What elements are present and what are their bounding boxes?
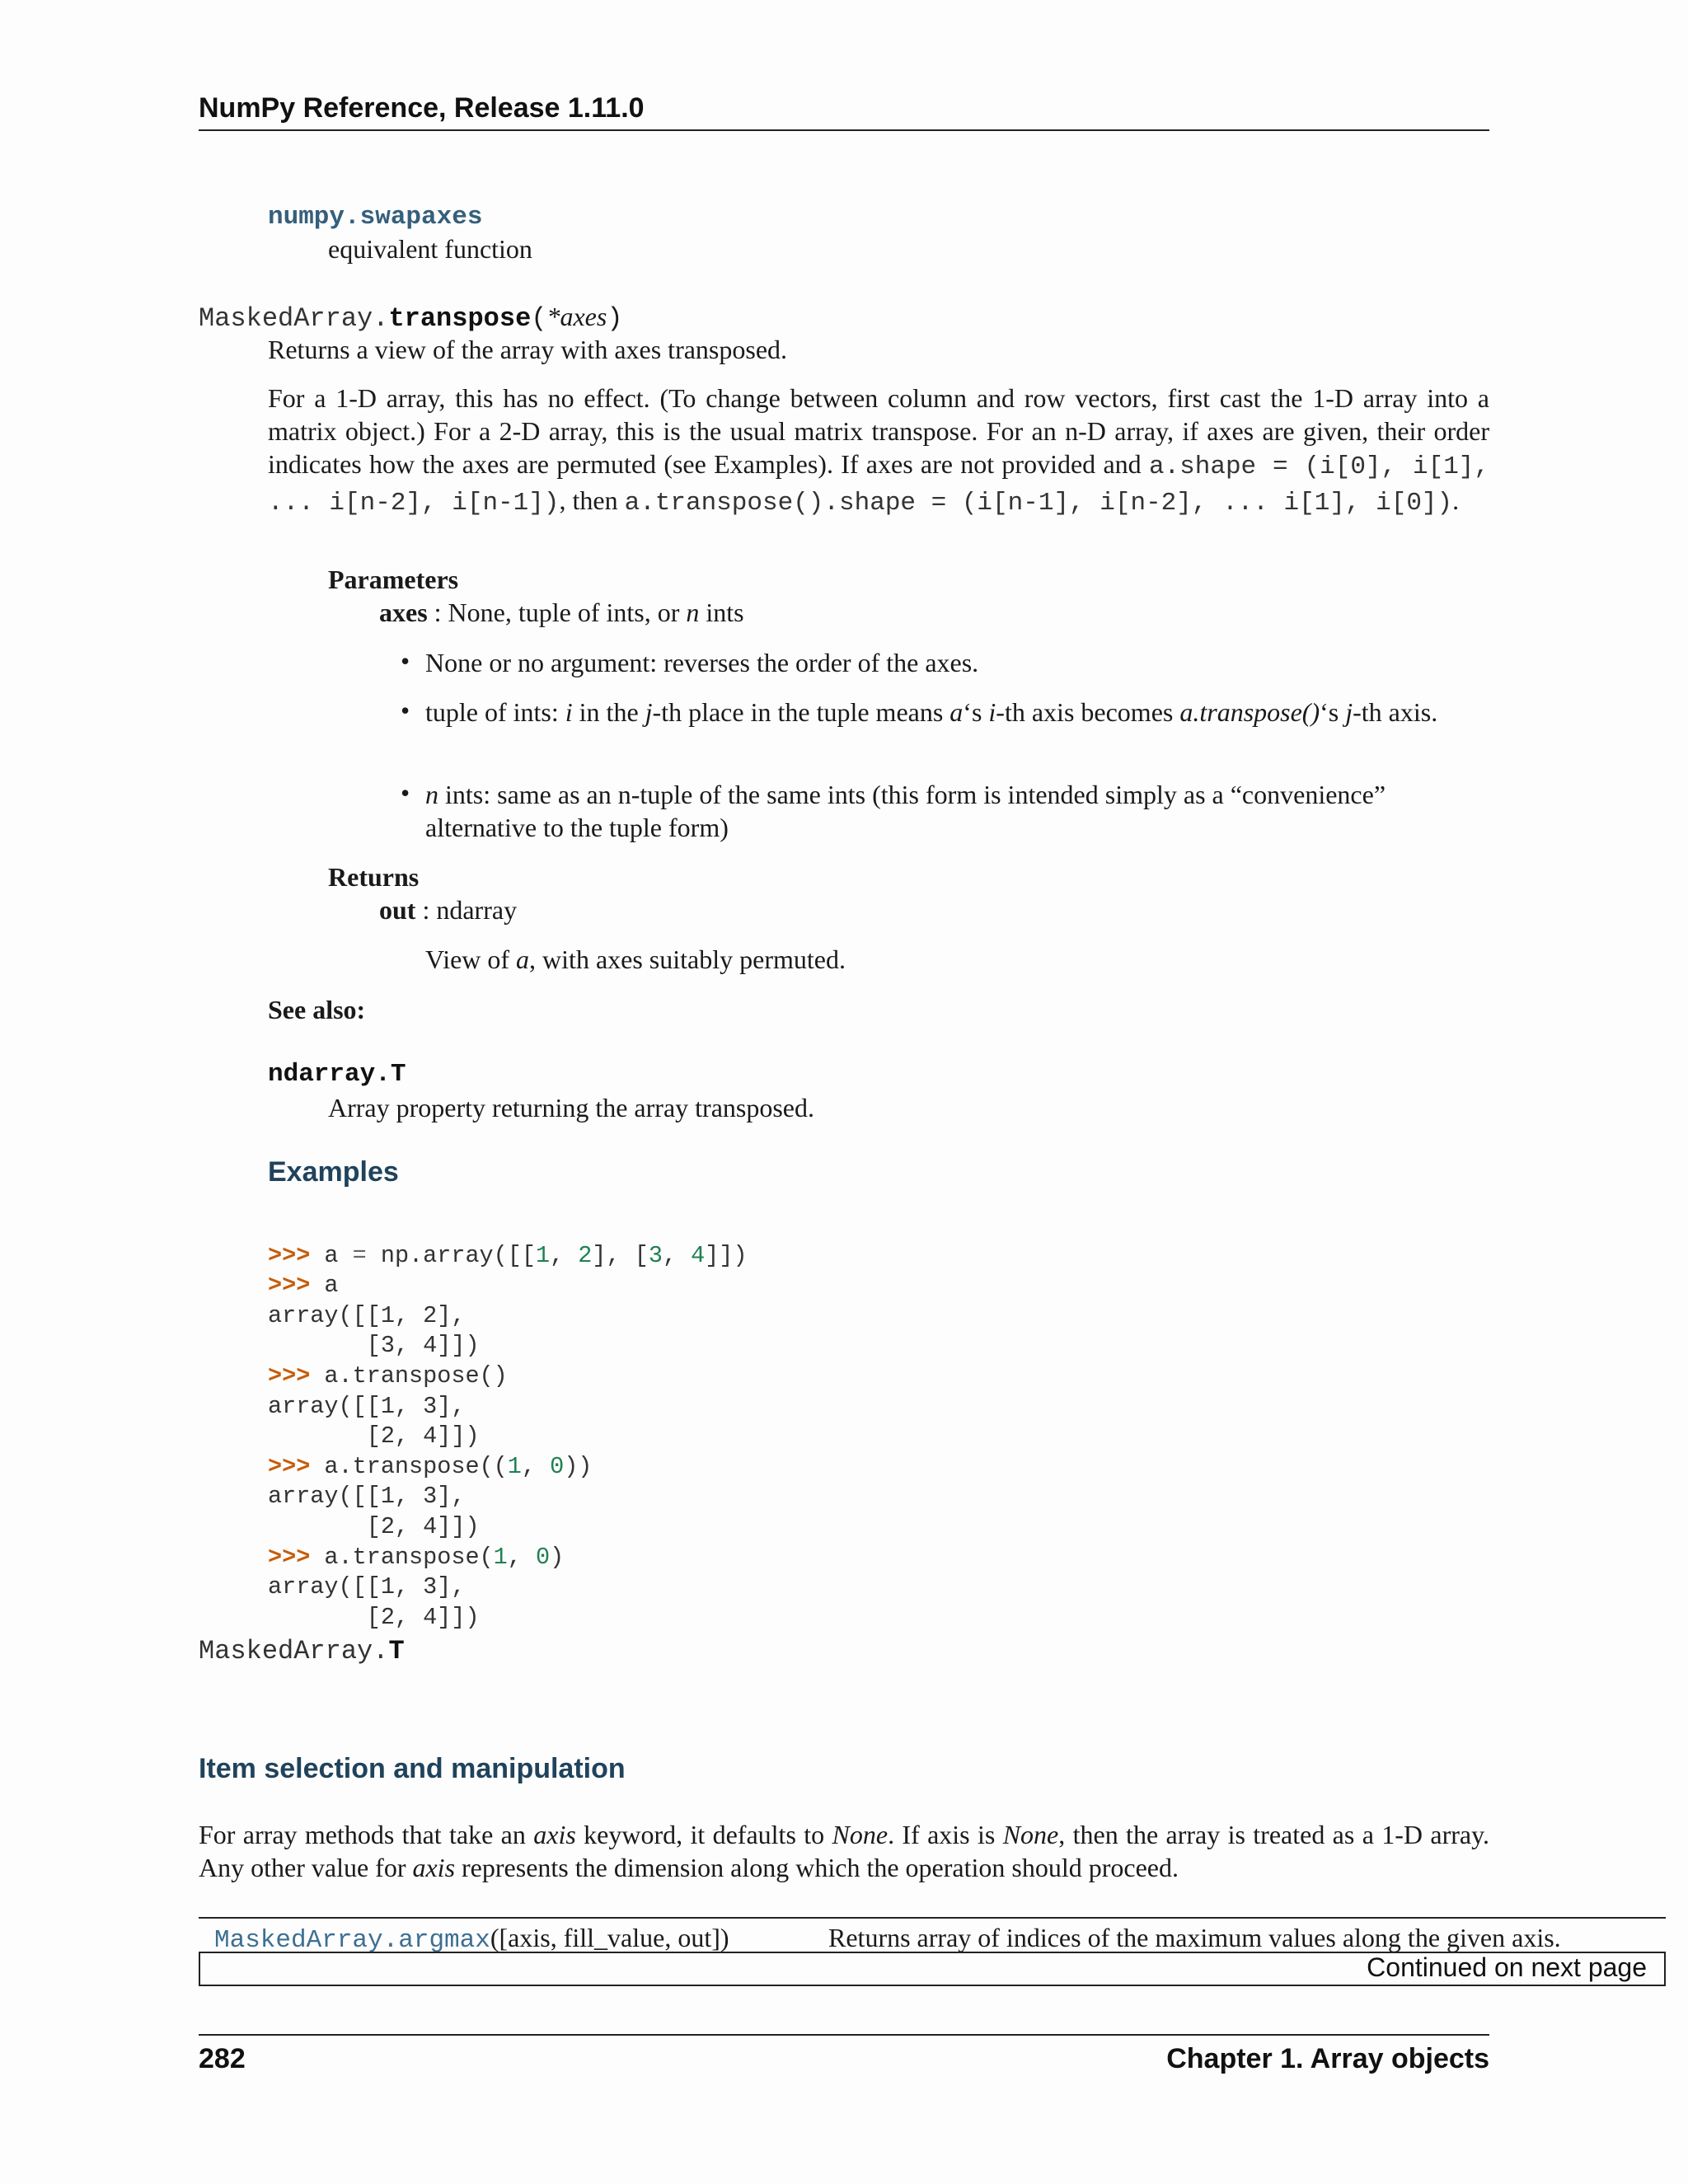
examples-code-block bbox=[268, 1211, 748, 1663]
swapaxes-link[interactable]: numpy.swapaxes bbox=[268, 203, 483, 232]
examples-heading: Examples bbox=[268, 1156, 399, 1188]
param-name: axes bbox=[379, 598, 428, 627]
bullet-tuple: tuple of ints: i in the j-th place in the tuple means a‘s i-th axis becomes a.transpose()‘s j-th axis. bbox=[425, 697, 1438, 727]
return-out: out : ndarray bbox=[379, 895, 518, 925]
code-transpose-shape: a.transpose().shape = (i[n-1], i[n-2], ... i[1], i[0]) bbox=[624, 489, 1453, 518]
code-line: >>> a.transpose((1, 0)) bbox=[268, 1452, 593, 1480]
code-line: >>> a.transpose() bbox=[268, 1361, 508, 1390]
bullet-dot: • bbox=[401, 778, 410, 808]
table-top-rule bbox=[199, 1917, 1666, 1919]
return-desc: View of a, with axes suitably permuted. bbox=[425, 944, 846, 974]
code-shape: a.shape = (i[0], i[1], ... i[n-2], i[n-1]) bbox=[268, 452, 1490, 518]
parameters-label: Parameters bbox=[328, 565, 459, 594]
code-line: array([[1, 3], bbox=[268, 1392, 466, 1420]
footer-rule bbox=[199, 2034, 1489, 2036]
transpose-signature: MaskedArray.transpose(*axes) bbox=[199, 302, 623, 334]
code-line: array([[1, 3], bbox=[268, 1483, 466, 1511]
header-rule bbox=[199, 129, 1489, 131]
method-params: *axes bbox=[546, 302, 607, 331]
bullet-none: None or no argument: reverses the order of the axes. bbox=[425, 648, 979, 677]
code-line: array([[1, 3], bbox=[268, 1573, 466, 1601]
ndarray-T-desc: Array property returning the array transposed. bbox=[328, 1093, 814, 1122]
section-paragraph: For array methods that take an axis keyword, it defaults to None. If axis is None, then the array is treated as a 1-D array. Any other value for axis represents the dimension along which the operation should proceed. bbox=[199, 1820, 1490, 1882]
ndarray-T-link[interactable]: ndarray.T bbox=[268, 1060, 406, 1089]
param-axes: axes : None, tuple of ints, or n ints bbox=[379, 598, 744, 627]
code-line: >>> a.transpose(1, 0) bbox=[268, 1543, 565, 1571]
bullet-dot: • bbox=[401, 696, 410, 725]
code-line: >>> a bbox=[268, 1272, 339, 1300]
bullet-dot: • bbox=[401, 646, 410, 676]
code-line: [2, 4]]) bbox=[268, 1422, 480, 1451]
transpose-description: For a 1-D array, this has no effect. (To change between column and row vectors, first cast the 1-D array into a matrix object.) For a 2-D array, this is the usual matrix transpose. For an n-D array, if axes are given, their order indicates how the axes are permuted (see Examples). If axes are not provided and a.shape = (i[0], i[1], ... i[n-2], i[n-1]), then a.transpose().shape = (i[n-1], i[n-2], ... i[1], i[0]). bbox=[268, 383, 1490, 518]
table-row: MaskedArray.argmax([axis, fill_value, out]) bbox=[214, 1923, 729, 1955]
chapter-title: Chapter 1. Array objects bbox=[1166, 2043, 1489, 2074]
code-line: array([[1, 2], bbox=[268, 1301, 466, 1329]
returns-label: Returns bbox=[328, 862, 420, 892]
argmax-link[interactable]: MaskedArray.argmax bbox=[214, 1926, 490, 1955]
code-line: >>> a = np.array([[1, 2], [3, 4]]) bbox=[268, 1241, 748, 1269]
section-heading: Item selection and manipulation bbox=[199, 1753, 626, 1784]
argmax-desc: Returns array of indices of the maximum values along the given axis. bbox=[828, 1923, 1561, 1952]
method-name: transpose bbox=[388, 303, 532, 334]
page-number: 282 bbox=[199, 2043, 246, 2074]
bullet-n-ints: n ints: same as an n-tuple of the same ints (this form is intended simply as a “convenience” alternative to the tuple form) bbox=[425, 780, 1386, 842]
transpose-summary: Returns a view of the array with axes transposed. bbox=[268, 335, 788, 364]
running-header: NumPy Reference, Release 1.11.0 bbox=[199, 92, 645, 124]
code-line: [3, 4]]) bbox=[268, 1332, 480, 1360]
code-line: [2, 4]]) bbox=[268, 1512, 480, 1540]
class-name: MaskedArray. bbox=[199, 303, 389, 334]
code-line: [2, 4]]) bbox=[268, 1603, 480, 1631]
see-also-label: See also: bbox=[268, 995, 366, 1024]
T-signature: MaskedArray.T bbox=[199, 1636, 405, 1666]
swapaxes-desc: equivalent function bbox=[328, 234, 532, 264]
continued-label: Continued on next page bbox=[1367, 1952, 1647, 1982]
